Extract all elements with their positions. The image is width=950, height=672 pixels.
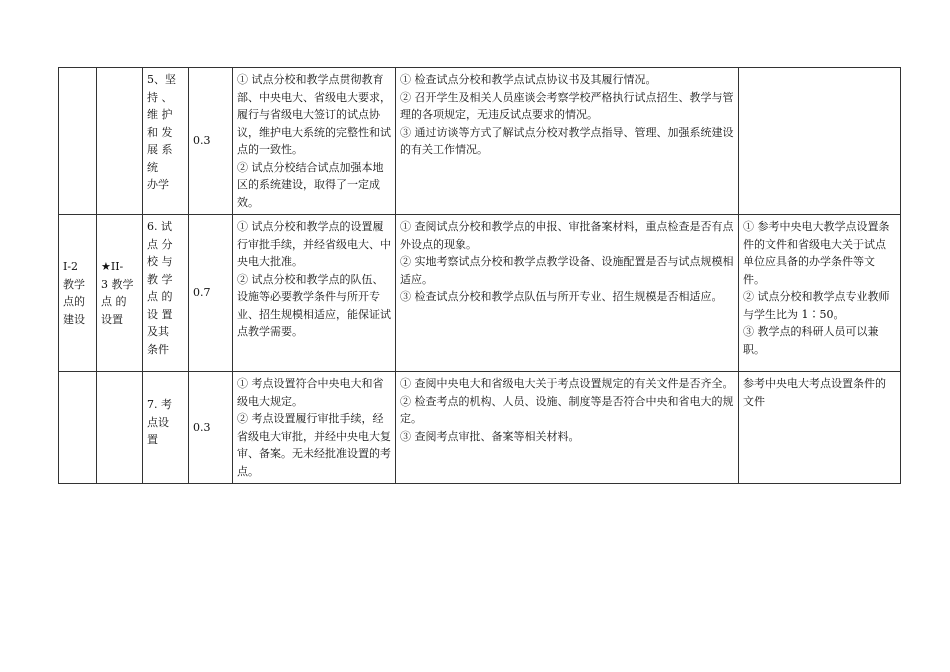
standard-cell: ① 考点设置符合中央电大和省级电大规定。 ② 考点设置履行审批手续，经省级电大审批，并经中央电大复审、备案。无未经批准设置的考点。: [233, 372, 396, 484]
evaluation-table: [58, 67, 901, 484]
weight-cell: 0.7: [189, 215, 233, 372]
notes-cell: 参考中央电大考点设置条件的文件: [739, 372, 901, 484]
secondary-indicator-cell: [97, 372, 143, 484]
method-cell: ① 查阅中央电大和省级电大关于考点设置规定的有关文件是否齐全。 ② 检查考点的机构、人员、设施、制度等是否符合中央和省电大的规定。 ③ 查阅考点审批、备案等相关材料。: [396, 372, 739, 484]
primary-indicator-cell: [59, 68, 97, 215]
standard-cell: ① 试点分校和教学点的设置履行审批手续，并经省级电大、中央电大批准。 ② 试点分校和教学点的队伍、设施等必要教学条件与所开专业、招生规模相适应，能保证试点教学需要。: [233, 215, 396, 372]
primary-indicator-cell: [59, 372, 97, 484]
weight-cell: 0.3: [189, 372, 233, 484]
secondary-indicator-cell: [97, 68, 143, 215]
method-cell: ① 检查试点分校和教学点试点协议书及其履行情况。 ② 召开学生及相关人员座谈会考察学校严格执行试点招生、教学与管理的各项规定，无违反试点要求的情况。 ③ 通过访谈等方式了解试点分校对教学点指导、管理、加强系统建设的有关工作情况。: [396, 68, 739, 215]
item-cell: 5、坚 持 、 维 护 和 发 展 系 统 办学: [143, 68, 189, 215]
table-row: [59, 68, 901, 215]
item-cell: 7. 考 点设 置: [143, 372, 189, 484]
method-cell: ① 查阅试点分校和教学点的申报、审批备案材料，重点检查是否有点外设点的现象。 ② 实地考察试点分校和教学点教学设备、设施配置是否与试点规模相适应。 ③ 检查试点分校和教学点队伍与所开专业、招生规模是否相适应。: [396, 215, 739, 372]
primary-indicator-cell: I-2 教学 点的 建设: [59, 215, 97, 372]
item-cell: 6. 试 点 分 校 与 教 学 点 的 设 置 及其 条件: [143, 215, 189, 372]
notes-cell: ① 参考中央电大教学点设置条件的文件和省级电大关于试点单位应具备的办学条件等文件。 ② 试点分校和教学点专业教师与学生比为 1∶50。 ③ 教学点的科研人员可以兼职。: [739, 215, 901, 372]
table-row: [59, 372, 901, 484]
weight-cell: 0.3: [189, 68, 233, 215]
table-row: [59, 215, 901, 372]
notes-cell: [739, 68, 901, 215]
standard-cell: ① 试点分校和教学点贯彻教育部、中央电大、省级电大要求，履行与省级电大签订的试点协议，维护电大系统的完整性和试点的一致性。 ② 试点分校结合试点加强本地区的系统建设，取得了一定成效。: [233, 68, 396, 215]
secondary-indicator-cell: ★II- 3 教学 点 的 设置: [97, 215, 143, 372]
